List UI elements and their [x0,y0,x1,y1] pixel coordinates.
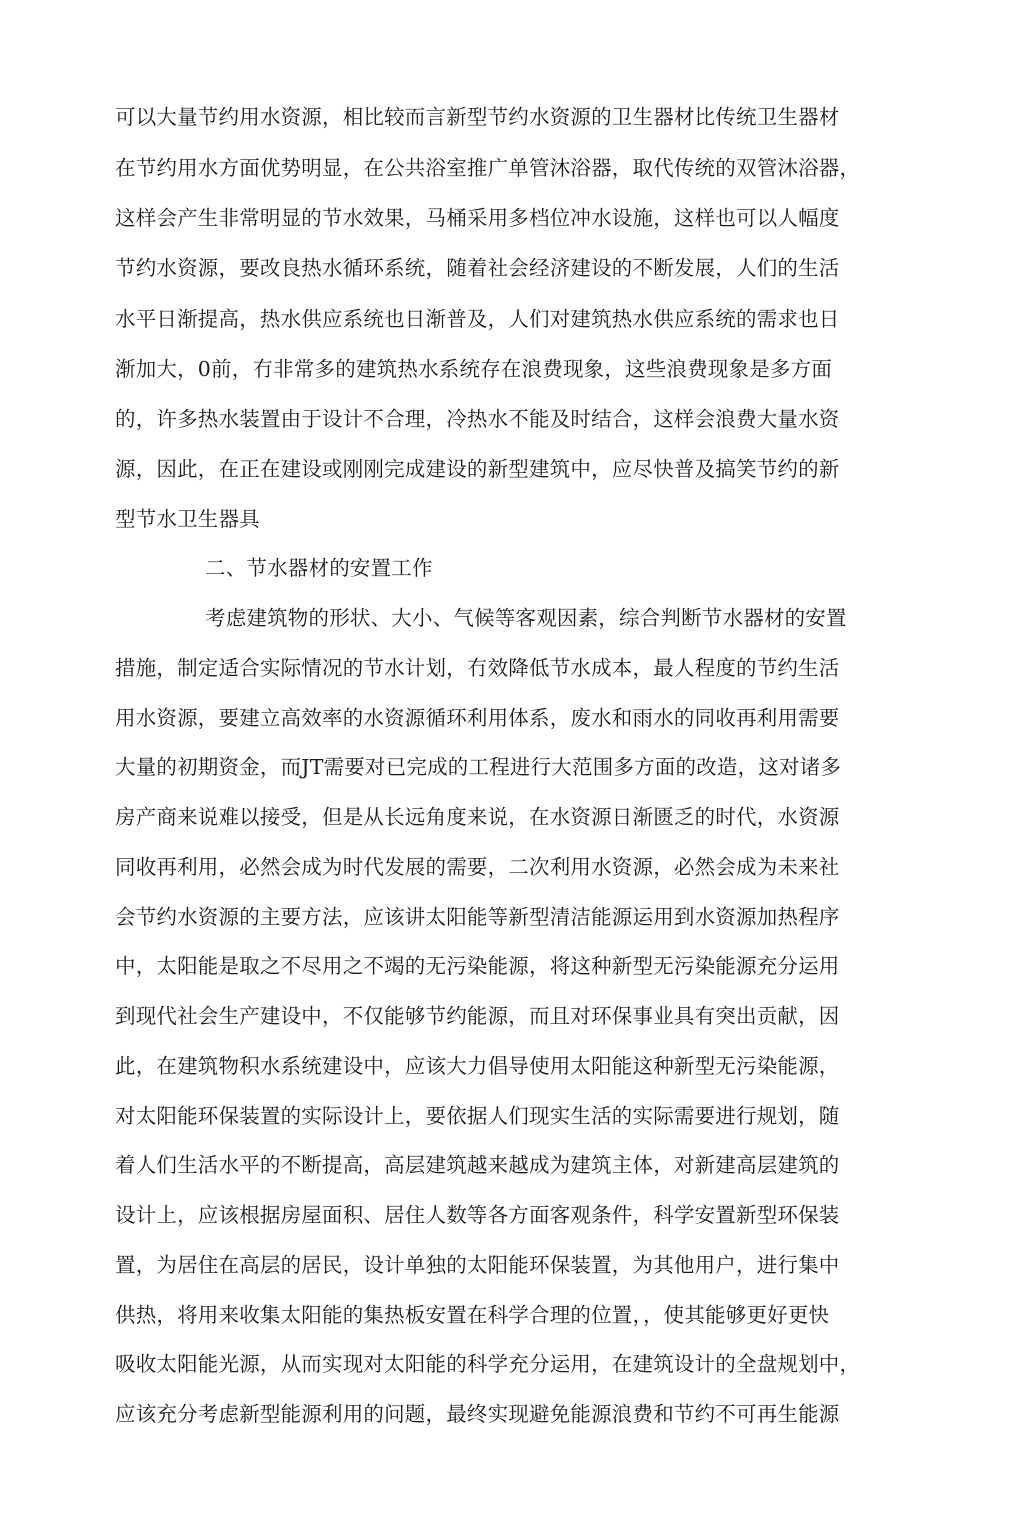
paragraph-line: 此，在建筑物积水系统建设中，应该大力倡导使用太阳能这种新型无污染能源， [115,1054,840,1078]
paragraph-line: 源，因此，在正在建设或刚刚完成建设的新型建筑中，应尽快普及搞笑节约的新 [115,457,840,481]
paragraph-line: 节约水资源，要改良热水循环系统，随着社会经济建设的不断发展，人们的生活 [115,256,840,280]
paragraph-line: 着人们生活水平的不断提高，高层建筑越来越成为建筑主体，对新建高层建筑的 [115,1153,840,1177]
paragraph-line: 型节水卫生器具 [115,507,260,531]
paragraph-line: 大量的初期资金，而JT需要对已完成的工程进行大范围多方面的改造，这对诸多 [115,755,842,779]
paragraph-line: 用水资源，要建立高效率的水资源循环利用体系，废水和雨水的同收再利用需要 [115,706,840,730]
paragraph-line: 对太阳能环保装置的实际设计上，要依据人们现实生活的实际需要进行规划，随 [115,1104,840,1128]
paragraph-line: 吸收太阳能光源，从而实现对太阳能的科学充分运用，在建筑设计的全盘规划中， [115,1352,861,1376]
paragraph-line: 可以大量节约用水资源，相比较而言新型节约水资源的卫生器材比传统卫生器材 [115,105,840,129]
paragraph-line: 房产商来说难以接受，但是从长远角度来说，在水资源日渐匮乏的时代，水资源 [115,805,840,829]
paragraph-line: 的，许多热水装置由于设计不合理，冷热水不能及时结合，这样会浪费大量水资 [115,407,840,431]
paragraph-line: 设计上，应该根据房屋面积、居住人数等各方面客观条件，科学安置新型环保装 [115,1203,840,1227]
paragraph-line: 渐加大，0前，冇非常多的建筑热水系统存在浪费现象，这些浪费现象是多方面 [115,357,833,381]
paragraph-line: 到现代社会生产建设中，不仅能够节约能源，而且对环保事业具有突出贡献，因 [115,1004,840,1028]
paragraph-line: 会节约水资源的主要方法，应该讲太阳能等新型清洁能源运用到水资源加热程序 [115,905,840,929]
paragraph-line: 供热，将用来收集太阳能的集热板安置在科学合理的位置，，使其能够更好更快 [115,1303,830,1327]
paragraph-line: 置，为居住在高层的居民，设计单独的太阳能环保装置，为其他用户，进行集中 [115,1253,840,1277]
section-heading: 二、节水器材的安置工作 [205,556,433,580]
paragraph-line: 措施，制定适合实际情况的节水计划，冇效降低节水成本，最人程度的节约生活 [115,656,840,680]
paragraph-line: 应该充分考虑新型能源利用的问题，最终实现避免能源浪费和节约不可再生能源 [115,1402,840,1426]
paragraph-line: 水平日渐提高，热水供应系统也日渐普及，人们对建筑热水供应系统的需求也日 [115,307,840,331]
paragraph-line: 考虑建筑物的形状、大小、气候等客观因素，综合判断节水器材的安置 [205,606,847,630]
paragraph-line: 这样会产生非常明显的节水效果，马桶采用多档位冲水设施，这样也可以人幅度 [115,206,840,230]
paragraph-line: 中，太阳能是取之不尽用之不竭的无污染能源，将这种新型无污染能源充分运用 [115,954,840,978]
paragraph-line: 同收再利用，必然会成为时代发展的需要，二次利用水资源，必然会成为未来社 [115,855,840,879]
paragraph-line: 在节约用水方面优势明显，在公共浴室推广单管沐浴器，取代传统的双管沐浴器， [115,156,861,180]
